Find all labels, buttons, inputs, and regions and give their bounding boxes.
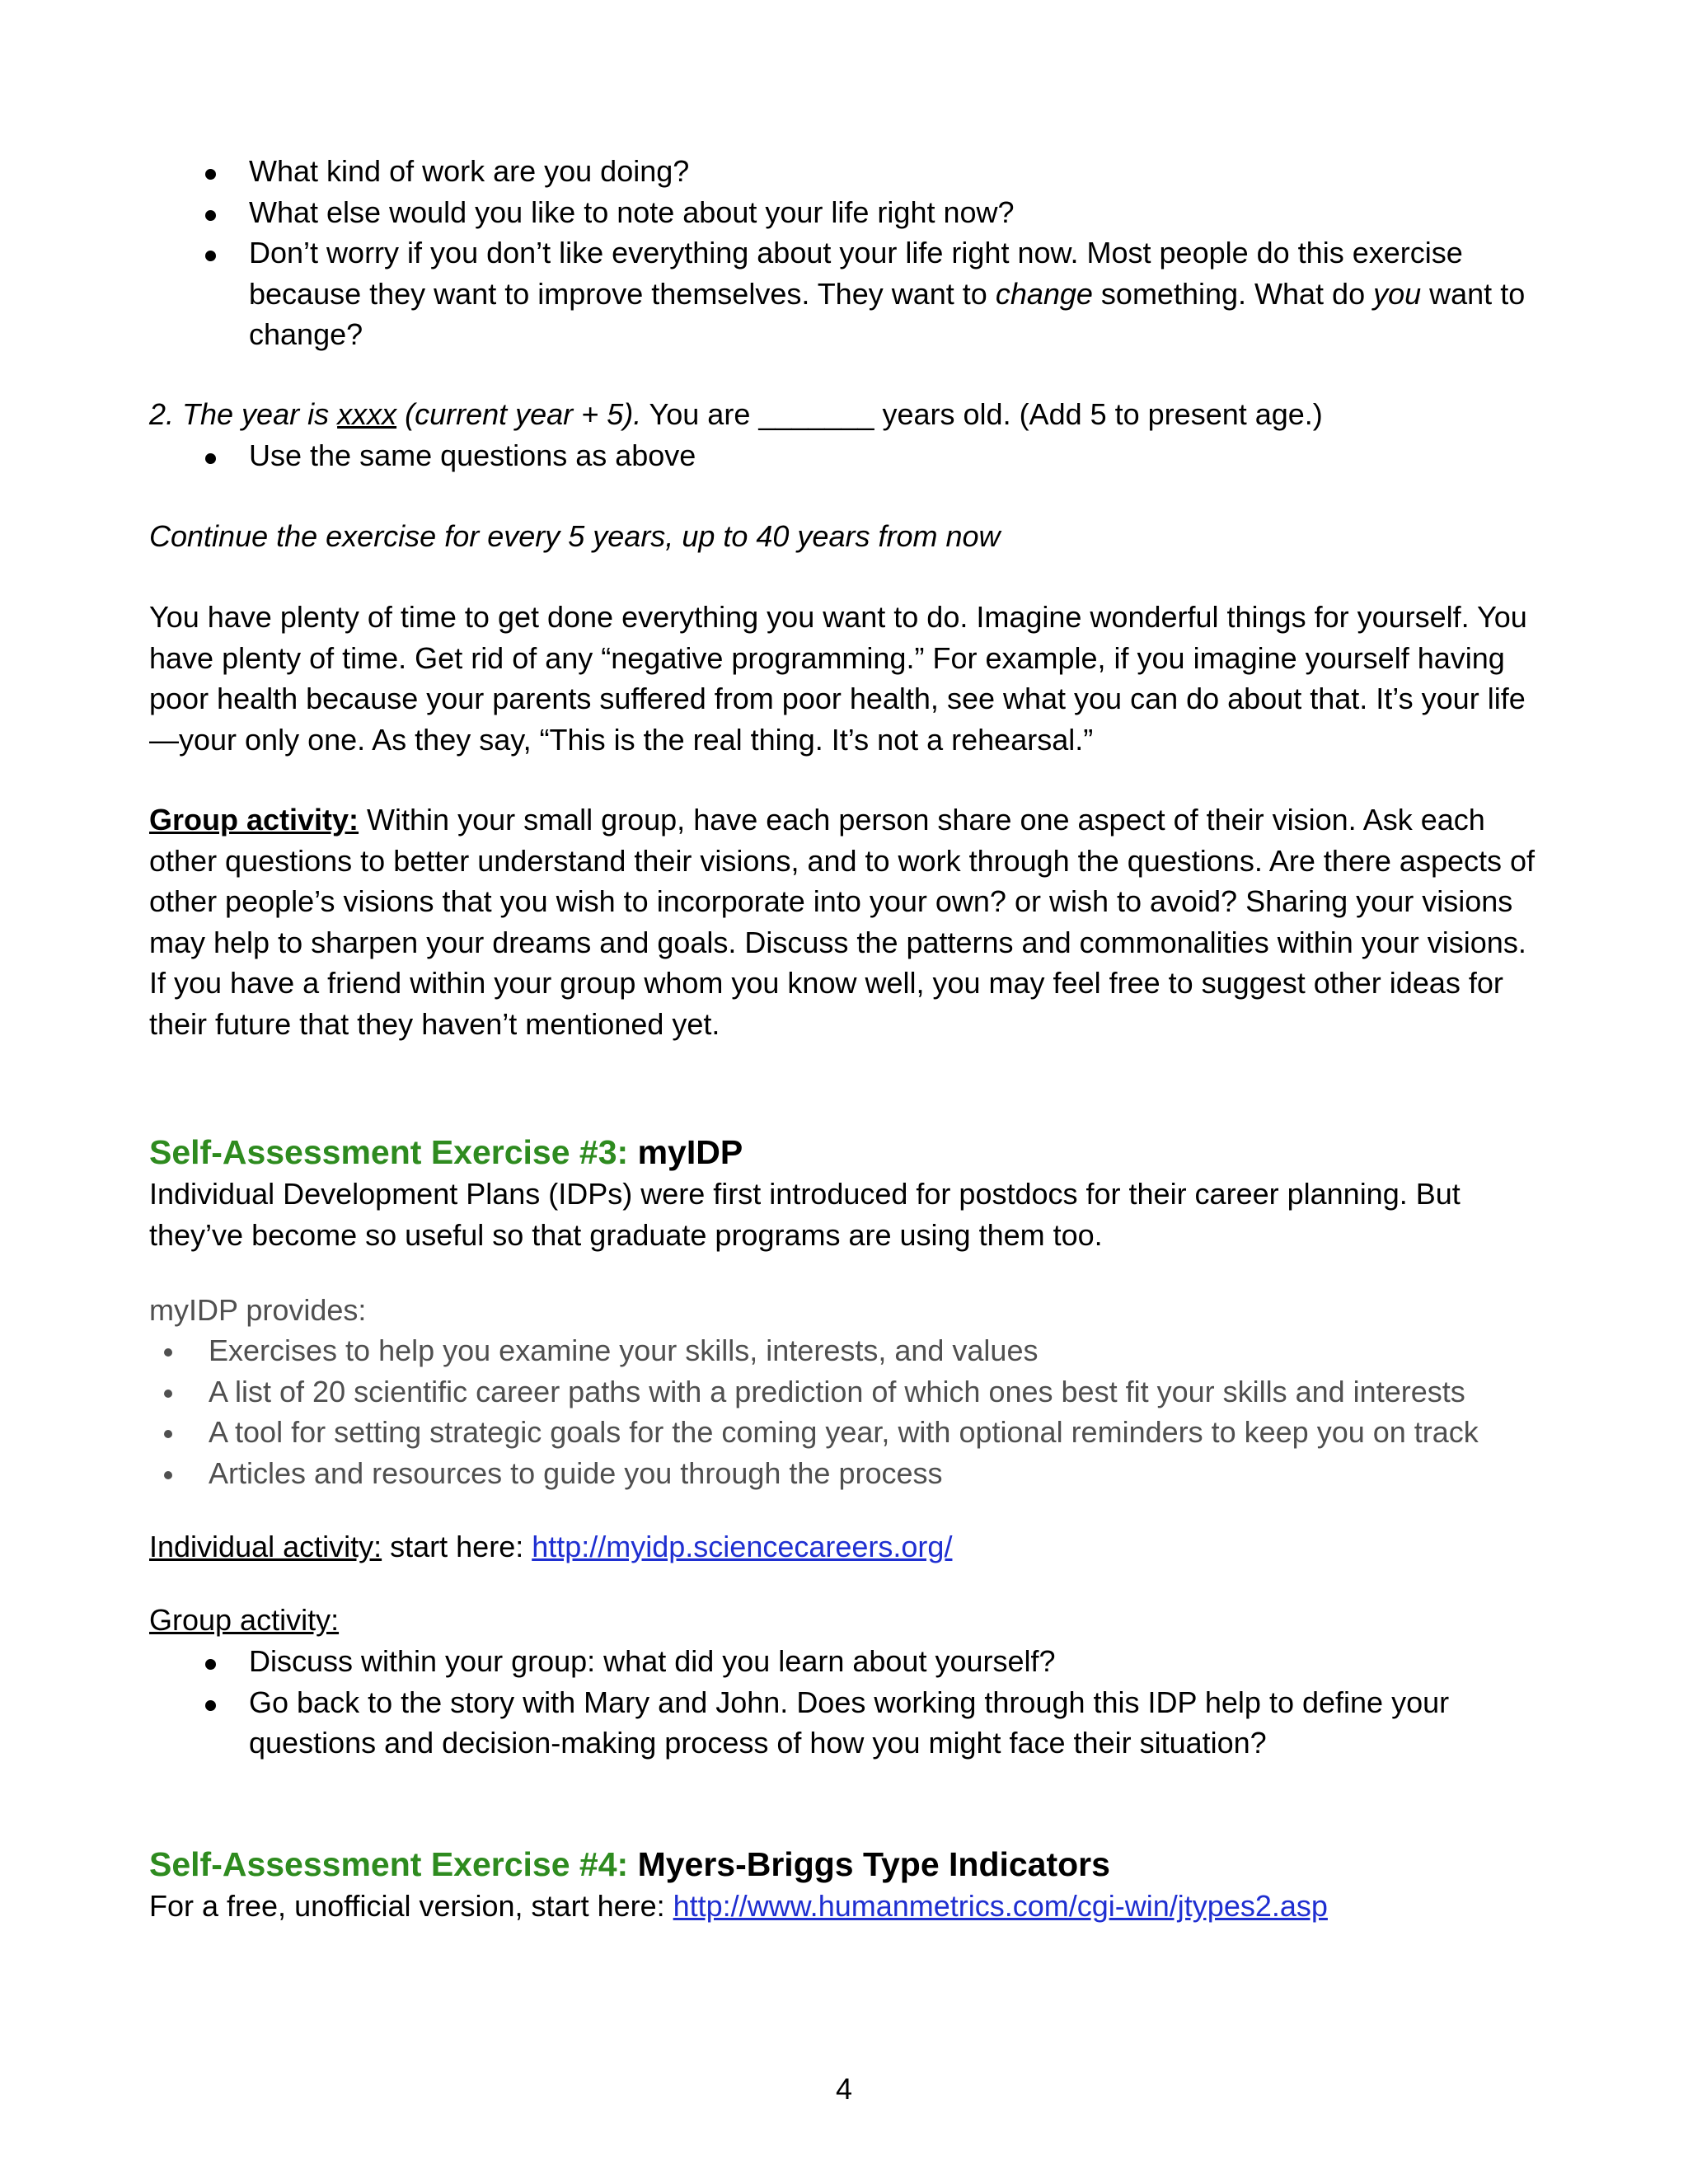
- list-item: Discuss within your group: what did you learn about yourself?: [149, 1641, 1550, 1682]
- myidp-provides-label: myIDP provides:: [149, 1293, 367, 1327]
- list-item: A tool for setting strategic goals for the coming year, with optional reminders to keep you on track: [149, 1412, 1550, 1453]
- list-item: A list of 20 scientific career paths with a prediction of which ones best fit your skills and interests: [149, 1371, 1550, 1413]
- bullet-icon: [164, 1430, 172, 1438]
- exercise3-heading: Self-Assessment Exercise #3: myIDP: [149, 1133, 743, 1171]
- exercise3-intro: Individual Development Plans (IDPs) were first introduced for postdocs for their career planning. But they’ve become so useful so that graduate programs are using them too.: [149, 1177, 1461, 1252]
- bullet-icon: [205, 169, 216, 180]
- list-item: What kind of work are you doing?: [149, 151, 1550, 192]
- list-item: What else would you like to note about your life right now?: [149, 192, 1550, 233]
- myidp-provides-list: [149, 1330, 1550, 1493]
- page-number: 4: [835, 2072, 853, 2106]
- group-activity-list: [149, 1641, 1550, 1764]
- bullet-icon: [164, 1348, 172, 1357]
- continue-note: Continue the exercise for every 5 years, up to 40 years from now: [149, 519, 1001, 553]
- group-activity-label-2: Group activity:: [149, 1603, 340, 1637]
- bullet-icon: [205, 1700, 216, 1711]
- year-line: 2. The year is xxxx (current year + 5). You are _______ years old. (Add 5 to present age.): [149, 397, 1323, 431]
- individual-activity-line: Individual activity: start here: http://myidp.sciencecareers.org/: [149, 1530, 953, 1563]
- list-item: Go back to the story with Mary and John. Does working through this IDP help to define your questions and decision-making process of how you might face their situation?: [149, 1682, 1550, 1764]
- bullet-icon: [205, 1659, 216, 1670]
- group-activity-label: Group activity:: [149, 803, 359, 837]
- list-item: Don’t worry if you don’t like everything about your life right now. Most people do this exercise because they want to improve themselves. They want to change something. What do you want to change?: [149, 232, 1550, 355]
- exercise4-line: For a free, unofficial version, start here: http://www.humanmetrics.com/cgi-win/jtypes2.asp: [149, 1889, 1328, 1923]
- list-item: Exercises to help you examine your skills, interests, and values: [149, 1330, 1550, 1371]
- bullet-icon: [205, 251, 216, 261]
- myidp-link[interactable]: http://myidp.sciencecareers.org/: [532, 1530, 953, 1563]
- bullet-icon: [164, 1471, 172, 1479]
- time-paragraph: You have plenty of time to get done everything you want to do. Imagine wonderful things for yourself. You have plenty of time. Get rid of any “negative programming.” For example, if you imagine yourself having poor health because your parents suffered from poor health, see what you can do about that. It’s your life—your only one. As they say, “This is the real thing. It’s not a rehearsal.”: [149, 600, 1527, 757]
- life-questions-list: [149, 151, 1550, 355]
- year-question-list: [149, 435, 1550, 476]
- list-item: Use the same questions as above: [149, 435, 1550, 476]
- group-activity-paragraph: Group activity: Within your small group, have each person share one aspect of their vision. Ask each other questions to better understand their visions, and to work through the questions. Are there aspects of other people’s visions that you wish to incorporate into your own? or wish to avoid? Sharing your visions may help to sharpen your dreams and goals. Discuss the patterns and commonalities within your visions. If you have a friend within your group whom you know well, you may feel free to suggest other ideas for their future that they haven’t mentioned yet.: [149, 803, 1536, 1041]
- bullet-icon: [205, 210, 216, 221]
- bullet-icon: [205, 453, 216, 464]
- humanmetrics-link[interactable]: http://www.humanmetrics.com/cgi-win/jtypes2.asp: [673, 1889, 1328, 1923]
- bullet-icon: [164, 1390, 172, 1398]
- exercise4-heading: Self-Assessment Exercise #4: Myers-Briggs Type Indicators: [149, 1845, 1110, 1883]
- list-item: Articles and resources to guide you through the process: [149, 1453, 1550, 1494]
